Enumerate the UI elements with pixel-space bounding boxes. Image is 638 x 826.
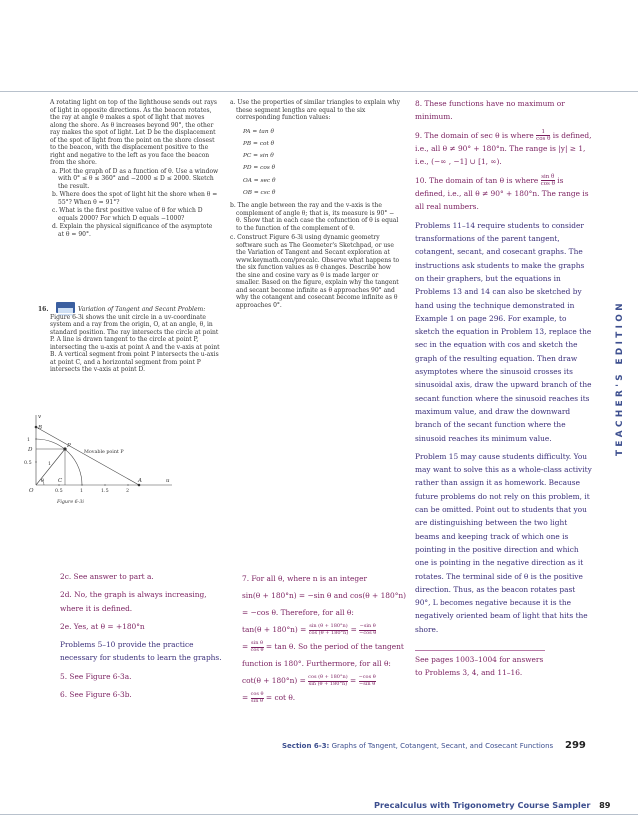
- equation: PC = sin θ: [243, 153, 274, 160]
- fraction-numerator: sin θ: [541, 174, 555, 181]
- page-number: 299: [565, 740, 586, 751]
- equation: OB = csc θ: [243, 189, 276, 196]
- book-title: Precalculus with Trigonometry Course Sampler: [374, 800, 591, 810]
- label-theta: θ: [41, 479, 44, 484]
- fraction-denominator: cos θ: [536, 136, 551, 143]
- fraction-numerator: 1: [536, 129, 550, 136]
- x-tick-label: 0.5: [55, 489, 63, 494]
- problem-15b: b. Where does the spot of light hit the shore when θ = 55°? When θ = 91°?: [52, 191, 218, 206]
- problem-16-title: Variation of Tangent and Secant Problem:: [78, 306, 206, 313]
- x-tick-label: 2: [126, 489, 130, 494]
- section-footer: [282, 742, 582, 750]
- student-column-1: [50, 99, 220, 238]
- answer-7-line: 7. For all θ, where n is an integer: [242, 574, 368, 583]
- equals-sign: =: [242, 693, 249, 702]
- fraction-denominator: cos θ: [540, 181, 555, 188]
- label-o: O: [29, 488, 34, 494]
- label-d: D: [28, 447, 33, 453]
- answer-10-lead: 10. The domain of tan θ is where: [415, 175, 539, 185]
- fraction-numerator: −sin θ: [359, 622, 376, 629]
- answer-7-line: = −cos θ. Therefore, for all θ:: [242, 608, 354, 617]
- answer-7-cot-line: cot(θ + 180°n) = $\frac{\cos (\theta + 180^\circ n)}{\sin (\theta + 180^\circ n)}$ = $\frac{\text{−cos θ}}{\text{−sin θ}}$: [242, 673, 376, 687]
- fraction: [251, 641, 264, 653]
- answer-7-line: sin(θ + 180°n) = −sin θ and cos(θ + 180°n): [242, 591, 407, 600]
- teacher-column: [415, 97, 593, 680]
- answer-7-line: [242, 689, 414, 706]
- answer-9-lead: 9. The domain of sec θ is where: [415, 130, 534, 140]
- point-b: [35, 426, 38, 429]
- tangent-line: [36, 427, 139, 485]
- equation: PA = tan θ: [243, 128, 274, 135]
- top-rule: [0, 91, 638, 92]
- student-column-2: [228, 99, 400, 309]
- fraction-denominator: sin (θ + 180°n): [308, 680, 348, 687]
- fraction-numerator: −cos θ: [358, 673, 376, 680]
- fraction-denominator: −cos θ: [359, 629, 377, 636]
- teachers-edition-text: TEACHER'S EDITION: [615, 300, 625, 457]
- equation: OA = sec θ: [243, 177, 276, 184]
- answer-2d: 2d. No, the graph is always increasing, where it is defined.: [60, 590, 207, 613]
- fraction-numerator: cos (θ + 180°n): [308, 673, 348, 680]
- equation: PD = cos θ: [243, 165, 276, 172]
- point-a: [138, 484, 141, 487]
- teachers-edition-label: [613, 300, 627, 460]
- teacher-answers-left: [60, 570, 228, 701]
- equation: PB = cot θ: [243, 140, 275, 147]
- fraction-denominator: cos θ: [250, 646, 264, 653]
- label-p: P: [67, 443, 71, 449]
- see-pages-note: See pages 1003–1004 for answers to Problems 3, 4, and 11–16.: [415, 650, 545, 680]
- book-footer: [374, 800, 611, 810]
- figure-6-3i: [24, 410, 174, 505]
- note-problem-15: Problem 15 may cause students difficulty. You may want to solve this as a whole-class activity rather than assign it as homework. Because future problems do not rely on this problem, it can be omitted. Point out to students that you are distinguishing between the two light beams and keeping track of which one is pointing in the positive direction and which one is pointing in the negative direction as it rotates. The terminal side of θ is the positive direction. Thus, as the beacon rotates past 90°, L becomes negative because it is the negatively oriented beam of light that hits the shore.: [415, 451, 592, 634]
- book-page-number: 89: [599, 800, 611, 810]
- bottom-rule: [0, 814, 638, 815]
- answer-5: 5. See Figure 6-3a.: [60, 671, 132, 681]
- equation-lhs: cot(θ + 180°n) =: [242, 676, 306, 685]
- problem-16-text: Figure 6-3i shows the unit circle in a uv-coordinate system and a ray from the origin, O, at an angle, θ, in standard position. The ray intersects the circle at point P. A line is drawn tangent to the circle at point P, intersecting the u-axis at point A and the v-axis at point B. A vertical segment from point P intersects the u-axis at point C, and a horizontal segment from point P intersects the v-axis at point D.: [50, 313, 220, 373]
- answer-7: [242, 570, 414, 706]
- answer-9-rest: is defined, i.e., all θ ≠ 90° + 180°n. The range is |y| ≥ 1, i.e., (−∞ , −1] ∪ [1, ∞).: [415, 130, 592, 167]
- problem-16: [50, 306, 222, 374]
- problem-16b: b. The angle between the ray and the v-axis is the complement of angle θ; that is, its measure is 90° − θ. Show that in each case the cofunction of θ is equal to the function of the complement of θ.: [230, 202, 399, 232]
- answer-2e: 2e. Yes, at θ = +180°n: [60, 621, 145, 631]
- equation-rest: = cot θ.: [265, 693, 296, 702]
- fraction-denominator: sin θ: [251, 697, 264, 704]
- answer-10: [415, 174, 593, 214]
- fraction-numerator: cos θ: [250, 690, 264, 697]
- fraction: [308, 675, 348, 687]
- label-a: A: [138, 478, 142, 484]
- answer-7-line: function is 180°. Furthermore, for all θ:: [242, 659, 391, 668]
- equation-lhs: tan(θ + 180°n) =: [242, 625, 307, 634]
- fraction-numerator: sin (θ + 180°n): [309, 622, 348, 629]
- figure-caption: Figure 6-3i: [57, 500, 84, 505]
- answer-7-tan-line: tan(θ + 180°n) = $\frac{\sin (\theta + 180^\circ n)}{\cos (\theta + 180^\circ n)}$ = $\frac{\text{−sin θ}}{\text{−cos θ}}$: [242, 622, 377, 636]
- u-axis-label: u: [166, 478, 170, 484]
- note-problems-11-14: Problems 11–14 require students to consider transformations of the parent tangent, cotangent, secant, and cosecant graphs. The instructions ask students to make the graphs on their graphers, but the equations in Problems 13 and 14 can also be sketched by hand using the technique demonstrated in Example 1 on page 296. For example, to sketch the equation in Problem 13, replace the sec in the equation with cos and sketch the graph of the resulting equation. Then draw asymptotes where the sinusoid crosses its sinusoidal axis, draw the upward branch of the secant function where the sinusoid reaches its maximum value, and draw the downward branch of the secant function where the sinusoid reaches its minimum value.: [415, 220, 592, 443]
- y-tick-label: 0.5: [24, 461, 32, 466]
- problem-16c: c. Construct Figure 6-3i using dynamic geometry software such as The Geometer's Sketchpad, or use the Variation of Tangent and Secant exploration at www.keymath.com/precalc. Observe what happens to the six function values as θ changes. Describe how the sine and cosine vary as θ is made larger or smaller. Based on the figure, explain why the tangent and secant become infinite as θ approaches 90° and why the cotangent and cosecant become infinite as θ approaches 0°.: [230, 234, 400, 309]
- problem-15a: a. Plot the graph of D as a function of θ. Use a window with 0° ≤ θ ≤ 360° and −2000 ≤ D ≤ 2000. Sketch the result.: [52, 167, 219, 190]
- problem-15c: c. What is the first positive value of θ for which D equals 2000? For which D equals −1000?: [52, 207, 203, 222]
- answer-9-fraction: [536, 129, 550, 142]
- answer-9: [415, 129, 593, 169]
- label-c: C: [58, 478, 63, 484]
- fraction: [309, 624, 349, 636]
- equation-rest: = tan θ. So the period of the tangent: [265, 642, 404, 651]
- note-problems-5-10: Problems 5–10 provide the practice necessary for students to learn the graphs.: [60, 640, 222, 663]
- fraction-numerator: sin θ: [251, 639, 264, 646]
- answer-8: 8. These functions have no maximum or minimum.: [415, 99, 565, 122]
- problem-16a: a. Use the properties of similar triangles to explain why these segment lengths are equal to the six corresponding function values:: [230, 99, 401, 121]
- fraction-denominator: cos (θ + 180°n): [308, 629, 349, 636]
- label-b: B: [38, 425, 43, 431]
- fraction: [359, 675, 376, 687]
- y-tick-label: 1: [27, 438, 31, 443]
- fraction-denominator: −sin θ: [359, 680, 376, 687]
- answer-10-rest: is defined, i.e., all θ ≠ 90° + 180°n. The range is all real numbers.: [415, 175, 589, 212]
- x-tick-label: 1: [80, 489, 84, 494]
- answer-2c: 2c. See answer to part a.: [60, 572, 154, 581]
- section-title: Graphs of Tangent, Cotangent, Secant, and Cosecant Functions: [331, 742, 554, 750]
- section-number: Section 6-3:: [282, 742, 330, 750]
- label-radius: 1: [48, 462, 52, 467]
- fraction: [251, 692, 264, 704]
- equals-sign: =: [242, 642, 249, 651]
- movable-point-label: Movable point P: [84, 450, 124, 455]
- v-axis-label: v: [38, 414, 42, 420]
- fraction: [359, 624, 376, 636]
- answer-6: 6. See Figure 6-3b.: [60, 690, 132, 700]
- problem-16-number: 16.: [38, 306, 49, 313]
- x-tick-label: 1.5: [101, 489, 109, 494]
- problem-15-intro: A rotating light on top of the lighthouse sends out rays of light in opposite directions. As the beacon rotates, the ray at angle θ makes a spot of light that moves along the shore. As θ increases beyond 90°, the other ray makes the spot of light. Let D be the displacement of the spot of light from the point on the shore closest to the beacon, with the displacement positive to the right and negative to the left as you face the beacon from the shore.: [50, 99, 218, 166]
- answer-7-line: [242, 638, 414, 655]
- problem-15d: d. Explain the physical significance of the asymptote at θ = 90°.: [52, 223, 213, 238]
- answer-10-fraction: [541, 174, 555, 187]
